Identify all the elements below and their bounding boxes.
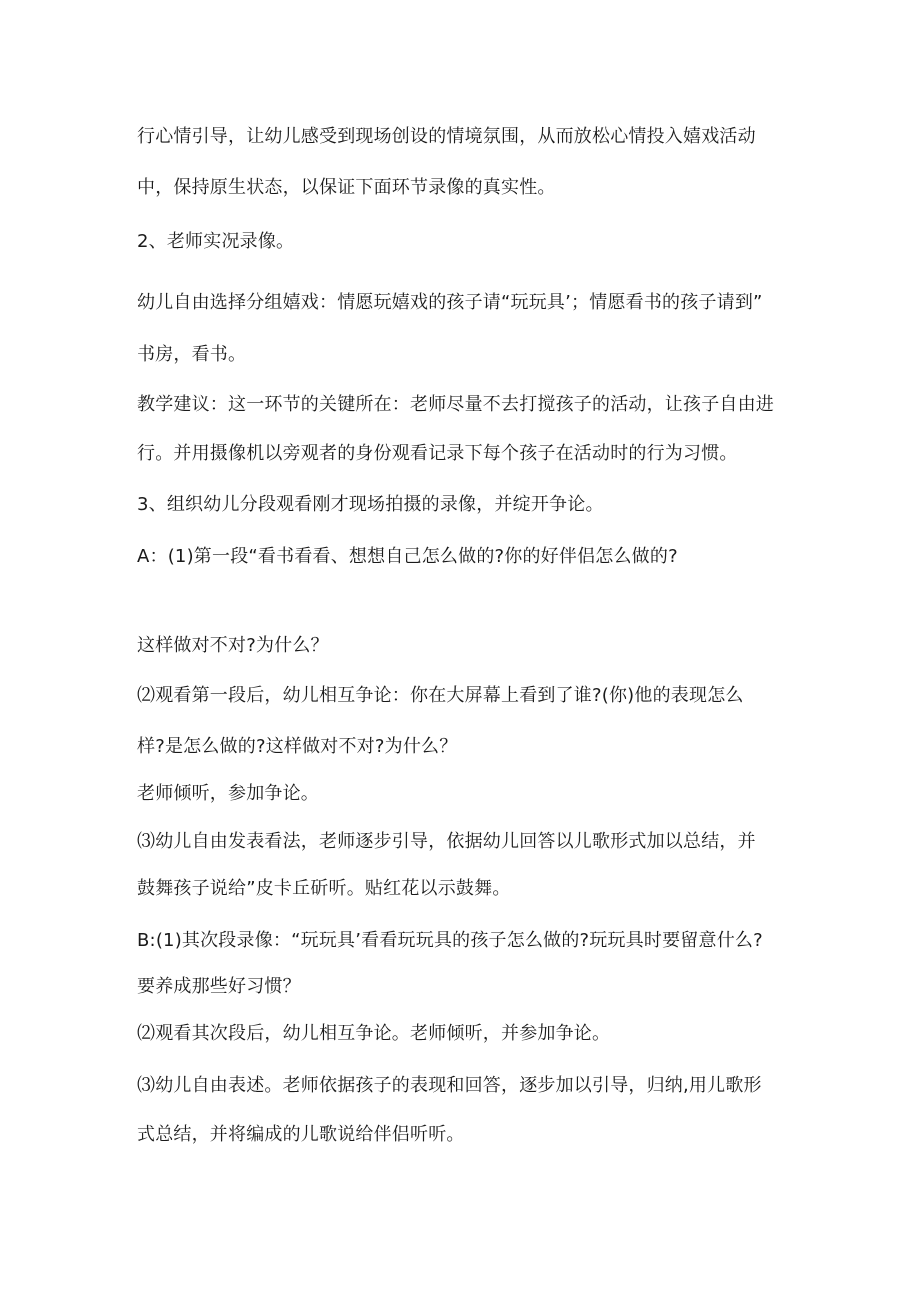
text-line: 样?是怎么做的?这样做对不对?为什么？ <box>137 736 458 757</box>
text-line: B:(1)其次段录像：“玩玩具’看看玩玩具的孩子怎么做的?玩玩具时要留意什么? <box>137 930 763 951</box>
text-line: 鼓舞孩子说给”皮卡丘斫听。贴红花以示鼓舞。 <box>137 878 511 899</box>
text-line: 老师倾听，参加争论。 <box>137 783 319 804</box>
text-line: 教学建议：这一环节的关键所在：老师尽量不去打搅孩子的活动，让孩子自由进 <box>137 394 774 415</box>
text-line: 书房，看书。 <box>137 344 247 365</box>
text-line: 式总结，并将编成的儿歌说给伴侣听听。 <box>137 1124 465 1145</box>
text-line: ⑶幼儿自由发表看法，老师逐步引导，依据幼儿回答以儿歌形式加以总结，并 <box>137 831 756 852</box>
text-line: 行心情引导，让幼儿感受到现场创设的情境氛围，从而放松心情投入嬉戏活动 <box>137 126 756 147</box>
text-line: 幼儿自由选择分组嬉戏：情愿玩嬉戏的孩子请“玩玩具’；情愿看书的孩子请到” <box>137 292 763 313</box>
text-line: ⑶幼儿自由表述。老师依据孩子的表现和回答，逐步加以引导，归纳,用儿歌形 <box>137 1075 762 1096</box>
section-heading: 3、组织幼儿分段观看刚才现场拍摄的录像，并绽开争论。 <box>137 494 604 515</box>
text-line: A：(1)第一段“看书看看、想想自己怎么做的?你的好伴侣怎么做的? <box>137 546 678 567</box>
text-line: ⑵观看第一段后，幼儿相互争论：你在大屏幕上看到了谁?(你)他的表现怎么 <box>137 685 744 706</box>
text-line: 这样做对不对?为什么？ <box>137 635 329 656</box>
text-line: ⑵观看其次段后，幼儿相互争论。老师倾听，并参加争论。 <box>137 1023 611 1044</box>
text-line: 要养成那些好习惯？ <box>137 976 301 997</box>
text-line: 行。并用摄像机以旁观者的身份观看记录下每个孩子在活动时的行为习惯。 <box>137 443 738 464</box>
text-line: 中，保持原生状态，以保证下面环节录像的真实性。 <box>137 177 556 198</box>
section-heading: 2、老师实况录像。 <box>137 231 295 252</box>
